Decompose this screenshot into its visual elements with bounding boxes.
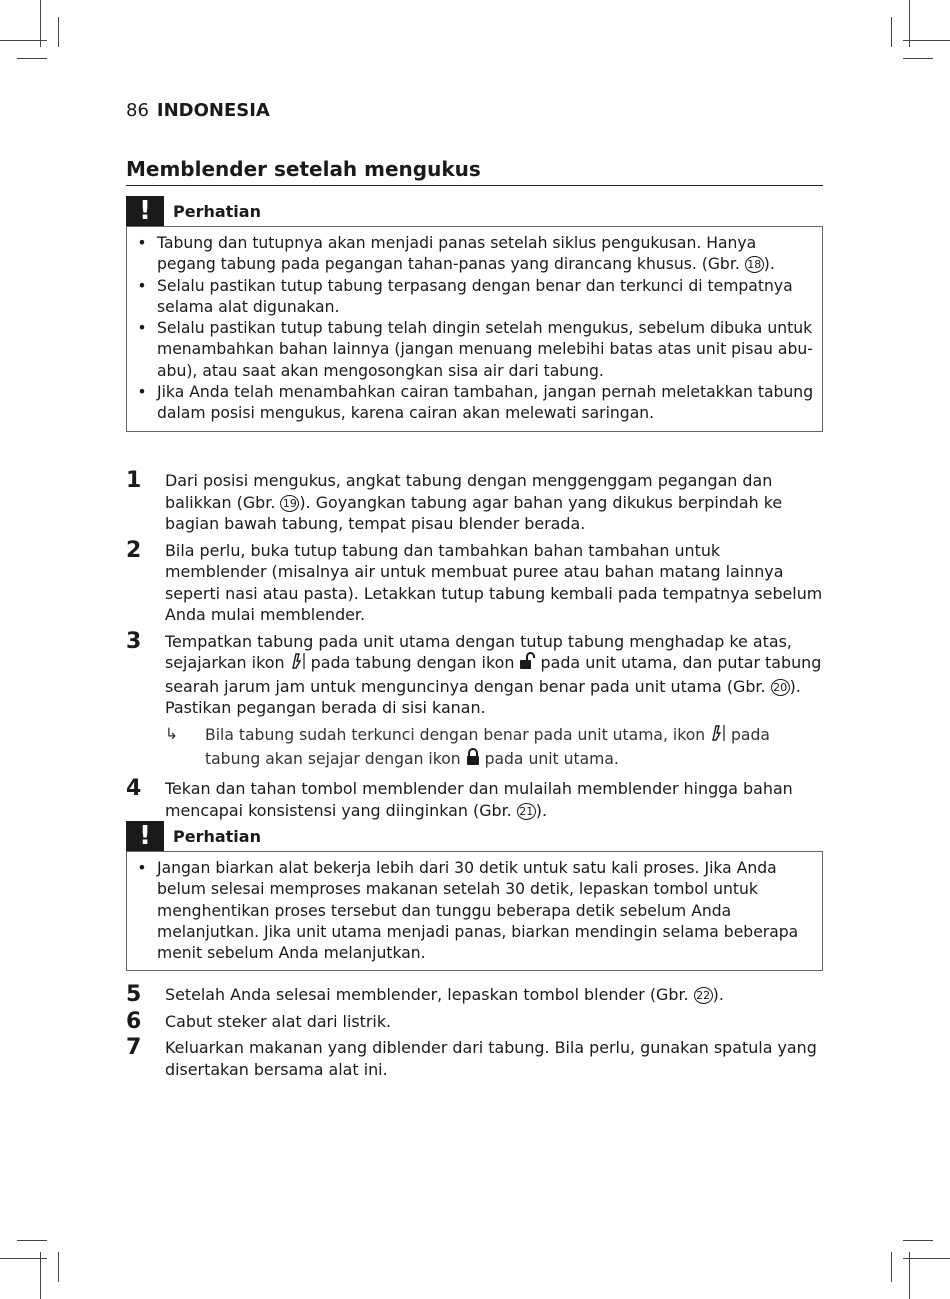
crop-mark bbox=[58, 1252, 59, 1282]
figure-ref: 18 bbox=[745, 256, 764, 273]
page-number: 86 bbox=[126, 100, 149, 121]
result-arrow-icon: ↳ bbox=[165, 724, 179, 743]
caution-block bbox=[126, 821, 823, 971]
crop-mark bbox=[909, 0, 910, 47]
step-number: 1 bbox=[126, 468, 142, 493]
step-item bbox=[126, 778, 826, 821]
step-number: 2 bbox=[126, 537, 142, 563]
text: Keluarkan makanan yang diblender dari tabung. Bila perlu, gunakan spatula yang disertakan bersama alat ini. bbox=[165, 1038, 817, 1079]
page-header bbox=[126, 100, 270, 121]
crop-mark bbox=[891, 1252, 892, 1282]
text: Bila tabung sudah terkunci dengan benar pada unit utama, ikon bbox=[205, 725, 711, 744]
unlock-icon bbox=[519, 652, 535, 676]
text: ). Goyangkan tabung agar bahan yang dikukus berpindah ke bagian bawah tabung, tempat pisau blender berada. bbox=[165, 492, 783, 533]
section-title: Memblender setelah mengukus bbox=[126, 157, 823, 186]
list-item: • Tabung dan tutupnya akan menjadi panas setelah siklus pengukusan. Hanya pegang tabung pada pegangan tahan-panas yang dirancang khusus. (Gbr. 18 ). bbox=[137, 234, 775, 274]
crop-mark bbox=[17, 1240, 47, 1241]
text: Setelah Anda selesai memblender, lepaskan tombol blender (Gbr. bbox=[165, 985, 694, 1004]
text: Jangan biarkan alat bekerja lebih dari 30 detik untuk satu kali proses. Jika Anda belum selesai memproses makanan setelah 30 detik, lepaskan tombol untuk menghentikan proses tersebut dan tunggu beberapa detik sebelum Anda melanjutkan. Jika unit utama menjadi panas, biarkan mendingin selama beberapa menit sebelum Anda melanjutkan. bbox=[157, 859, 799, 963]
figure-ref: 19 bbox=[280, 495, 299, 512]
lock-icon bbox=[466, 748, 480, 772]
step-number: 6 bbox=[126, 1008, 142, 1034]
text: pada tabung dengan ikon bbox=[305, 653, 520, 672]
text: pada unit utama. bbox=[479, 749, 619, 768]
step-number: 5 bbox=[126, 982, 142, 1007]
step-item bbox=[126, 1008, 826, 1034]
text: Tabung dan tutupnya akan menjadi panas setelah siklus pengukusan. Hanya pegang tabung pada pegangan tahan-panas yang dirancang khusus. (Gbr. bbox=[157, 234, 757, 274]
caution-box bbox=[126, 226, 823, 432]
text: Tekan dan tahan tombol memblender dan mulailah memblender hingga bahan mencapai konsistensi yang diinginkan (Gbr. bbox=[165, 779, 793, 820]
step-result bbox=[165, 724, 826, 773]
text: pada tabung akan sejajar dengan ikon bbox=[205, 725, 770, 768]
figure-ref: 21 bbox=[517, 803, 536, 820]
step-number: 3 bbox=[126, 628, 142, 654]
step-item bbox=[126, 470, 826, 535]
figure-ref: 22 bbox=[694, 987, 713, 1004]
steps-list bbox=[126, 470, 826, 826]
text: Tempatkan tabung pada unit utama dengan tutup tabung menghadap ke atas, sejajarkan ikon bbox=[165, 631, 792, 672]
crop-mark bbox=[40, 0, 41, 47]
step-item bbox=[126, 537, 826, 626]
steps-list bbox=[126, 984, 826, 1085]
text: ). bbox=[712, 985, 724, 1004]
language-label: INDONESIA bbox=[156, 100, 270, 121]
caution-header bbox=[126, 821, 823, 851]
list-item: • Jangan biarkan alat bekerja lebih dari 30 detik untuk satu kali proses. Jika Anda belum selesai memproses makanan setelah 30 detik, lepaskan tombol untuk menghentikan proses tersebut dan tunggu beberapa detik sebelum Anda melanjutkan. Jika unit utama menjadi panas, biarkan mendingin selama beberapa menit sebelum Anda melanjutkan. bbox=[127, 858, 814, 964]
caution-label: Perhatian bbox=[173, 826, 261, 846]
text: ). bbox=[763, 255, 775, 274]
crop-mark bbox=[17, 58, 47, 59]
crop-mark bbox=[903, 40, 950, 41]
text: ). bbox=[535, 800, 548, 820]
crop-mark bbox=[40, 1252, 41, 1299]
crop-mark bbox=[903, 58, 933, 59]
list-item: • Selalu pastikan tutup tabung terpasang dengan benar dan terkunci di tempatnya selama alat digunakan. bbox=[127, 276, 814, 319]
caution-box bbox=[126, 851, 823, 971]
step-item bbox=[126, 984, 826, 1006]
exclamation-icon: ! bbox=[126, 821, 164, 851]
text: ). Pastikan pegangan berada di sisi kanan. bbox=[165, 676, 801, 717]
step-item bbox=[126, 628, 826, 719]
figure-ref: 20 bbox=[771, 679, 790, 696]
caution-block bbox=[126, 196, 823, 432]
caution-header bbox=[126, 196, 823, 226]
text: Cabut steker alat dari listrik. bbox=[165, 1011, 392, 1031]
crop-mark bbox=[58, 17, 59, 47]
text: Selalu pastikan tutup tabung telah dingin setelah mengukus, sebelum dibuka untuk menambahkan bahan lainnya (jangan menuang melebihi batas atas unit pisau abu-abu), atau saat akan mengosongkan sisa air dari tabung. bbox=[157, 319, 813, 380]
step-number: 7 bbox=[126, 1035, 142, 1060]
caution-label: Perhatian bbox=[173, 201, 261, 221]
step-number: 4 bbox=[126, 776, 142, 802]
crop-mark bbox=[909, 1252, 910, 1299]
exclamation-icon: ! bbox=[126, 196, 164, 226]
jar-align-icon bbox=[290, 652, 306, 676]
step-item bbox=[126, 1037, 826, 1080]
text: Jika Anda telah menambahkan cairan tambahan, jangan pernah meletakkan tabung dalam posisi mengukus, karena cairan akan melewati saringan. bbox=[157, 383, 814, 423]
crop-mark bbox=[903, 1258, 950, 1259]
text: Bila perlu, buka tutup tabung dan tambahkan bahan tambahan untuk memblender (misalnya air untuk membuat puree atau bahan matang lainnya seperti nasi atau pasta). Letakkan tutup tabung kembali pada tempatnya sebelum Anda mulai memblender. bbox=[165, 540, 823, 624]
jar-align-icon bbox=[710, 724, 726, 748]
text: Dari posisi mengukus, angkat tabung dengan menggenggam pegangan dan balikkan (Gbr. bbox=[165, 471, 773, 512]
list-item: • Selalu pastikan tutup tabung telah dingin setelah mengukus, sebelum dibuka untuk menambahkan bahan lainnya (jangan menuang melebihi batas atas unit pisau abu-abu), atau saat akan mengosongkan sisa air dari tabung. bbox=[127, 318, 814, 382]
list-item: • Jika Anda telah menambahkan cairan tambahan, jangan pernah meletakkan tabung dalam posisi mengukus, karena cairan akan melewati saringan. bbox=[127, 382, 814, 425]
text: Selalu pastikan tutup tabung terpasang dengan benar dan terkunci di tempatnya selama alat digunakan. bbox=[157, 276, 793, 316]
text: pada unit utama, dan putar tabung searah jarum jam untuk menguncinya dengan benar pada unit utama (Gbr. bbox=[165, 653, 822, 696]
crop-mark bbox=[903, 1240, 933, 1241]
crop-mark bbox=[891, 17, 892, 47]
